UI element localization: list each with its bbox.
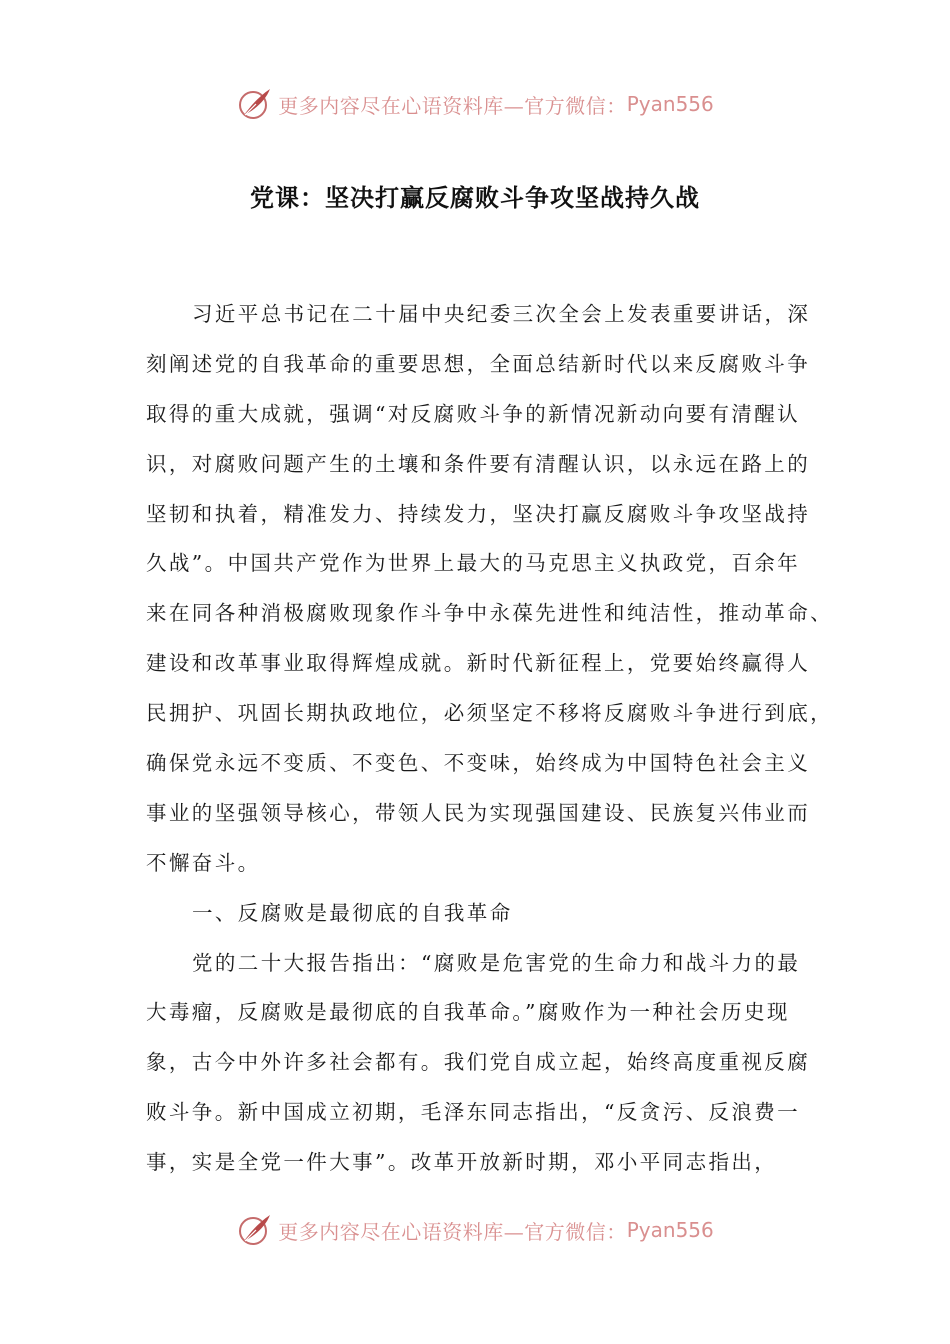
text-line: 不懈奋斗。 — [146, 850, 261, 875]
text-line: 大毒瘤，反腐败是最彻底的自我革命。”腐败作为一种社会历史现 — [146, 1000, 790, 1025]
quill-logo-icon — [236, 85, 274, 123]
header-watermark — [0, 82, 950, 126]
text-line: 识，对腐败问题产生的土壤和条件要有清醒认识，以永远在路上的 — [146, 451, 811, 476]
text-line: 确保党永远不变质、不变色、不变味，始终成为中国特色社会主义 — [146, 751, 811, 776]
text-line: 象，古今中外许多社会都有。我们党自成立起，始终高度重视反腐 — [146, 1050, 811, 1075]
text-line: 久战”。中国共产党作为世界上最大的马克思主义执政党，百余年 — [146, 551, 801, 576]
watermark-slogan: 更多内容尽在心语资料库—官方微信： — [278, 93, 627, 118]
watermark-slogan: 更多内容尽在心语资料库—官方微信： — [278, 1219, 627, 1244]
document-body — [146, 290, 833, 1188]
footer-watermark — [0, 1208, 950, 1252]
text-line: 事业的坚强领导核心，带领人民为实现强国建设、民族复兴伟业而 — [146, 800, 811, 825]
document-title: 党课：坚决打赢反腐败斗争攻坚战持久战 — [250, 184, 700, 212]
quill-logo-icon — [236, 1211, 274, 1249]
text-line: 来在同各种消极腐败现象作斗争中永葆先进性和纯洁性，推动革命、 — [146, 601, 833, 626]
section-heading: 一、反腐败是最彻底的自我革命 — [192, 900, 513, 925]
watermark-handle: Pyan556 — [626, 1218, 714, 1242]
text-line: 建设和改革事业取得辉煌成就。新时代新征程上，党要始终赢得人 — [146, 651, 811, 676]
text-line: 民拥护、巩固长期执政地位，必须坚定不移将反腐败斗争进行到底， — [146, 701, 833, 726]
text-line: 事，实是全党一件大事”。改革开放新时期，邓小平同志指出， — [146, 1150, 778, 1175]
text-line: 刻阐述党的自我革命的重要思想，全面总结新时代以来反腐败斗争 — [146, 351, 811, 376]
text-line: 取得的重大成就，强调“对反腐败斗争的新情况新动向要有清醒认 — [146, 401, 801, 426]
text-line: 败斗争。新中国成立初期，毛泽东同志指出，“反贪污、反浪费一 — [146, 1100, 801, 1125]
watermark-handle: Pyan556 — [626, 92, 714, 116]
text-line: 坚韧和执着，精准发力、持续发力，坚决打赢反腐败斗争攻坚战持 — [146, 501, 811, 526]
text-line: 习近平总书记在二十届中央纪委三次全会上发表重要讲话，深 — [192, 302, 811, 326]
text-line: 党的二十大报告指出：“腐败是危害党的生命力和战斗力的最 — [192, 950, 801, 975]
